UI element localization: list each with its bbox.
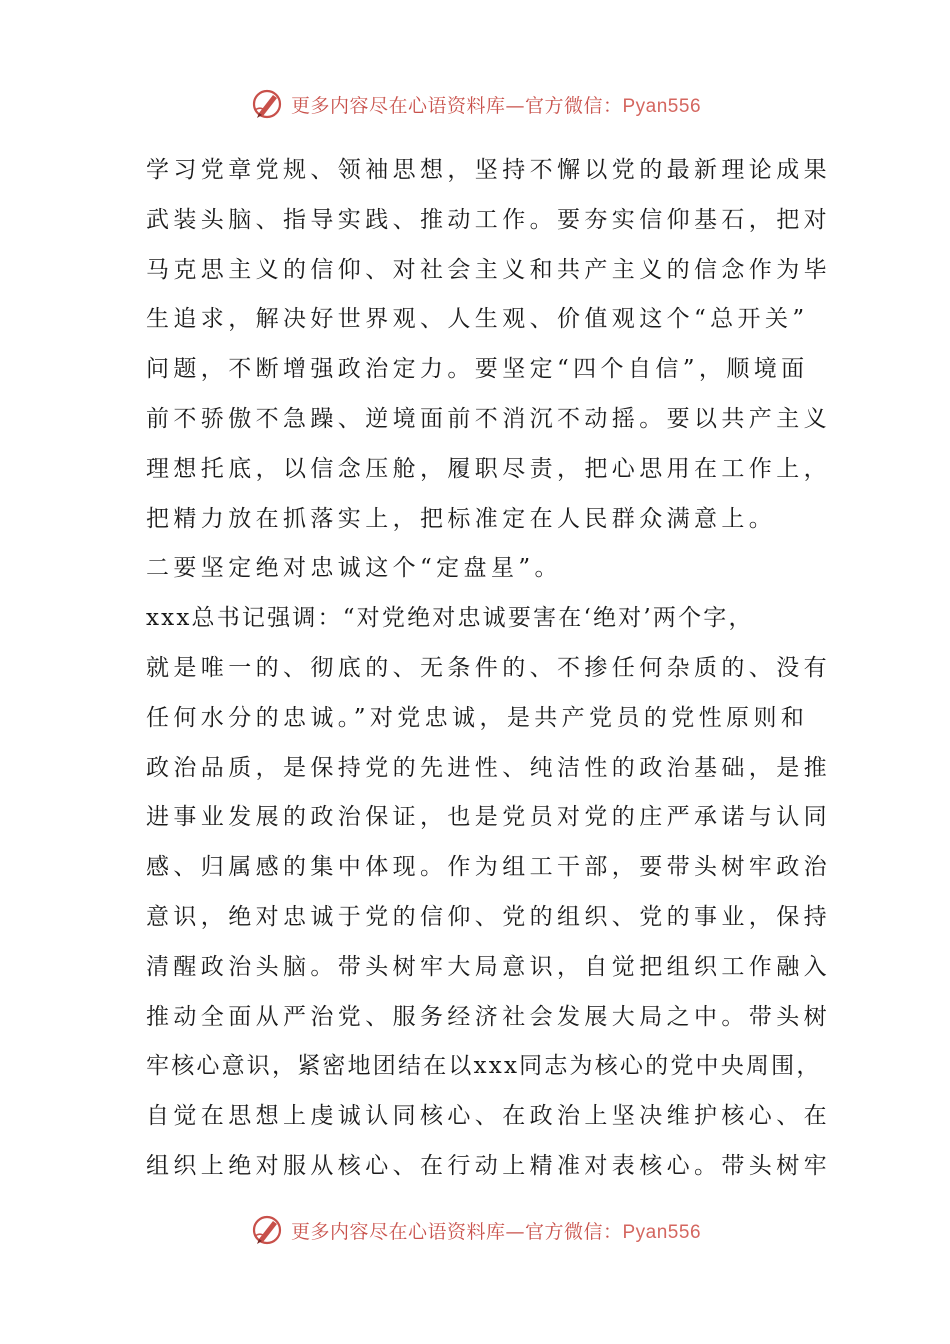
text-line: 马克思主义的信仰、对社会主义和共产主义的信念作为毕 <box>146 256 831 283</box>
text-line: 就是唯一的、彻底的、无条件的、不掺任何杂质的、没有 <box>146 654 831 681</box>
text-line: 问题，不断增强政治定力。要坚定“四个自信”，顺境面 <box>146 356 809 383</box>
footer-watermark <box>0 1210 950 1250</box>
text-line: 理想托底，以信念压舱，履职尽责，把心思用在工作上， <box>146 455 831 482</box>
text-line: 清醒政治头脑。带头树牢大局意识，自觉把组织工作融入 <box>146 953 831 980</box>
text-line: 前不骄傲不急躁、逆境面前不消沉不动摇。要以共产主义 <box>146 405 831 432</box>
watermark-text: 更多内容尽在心语资料库—官方微信：Pyan556 <box>290 1220 702 1243</box>
text-line: 学习党章党规、领袖思想，坚持不懈以党的最新理论成果 <box>146 157 831 183</box>
text-line: 意识，绝对忠诚于党的信仰、党的组织、党的事业，保持 <box>146 903 831 930</box>
section-heading: 二要坚定绝对忠诚这个“定盘星”。 <box>146 555 562 582</box>
text-line: 把精力放在抓落实上，把标准定在人民群众满意上。 <box>146 505 777 532</box>
wechat-handle: Pyan556 <box>622 1221 702 1243</box>
text-line: xxx总书记强调：“对党绝对忠诚要害在‘绝对’两个字， <box>146 605 754 632</box>
pen-logo-icon <box>249 1212 285 1248</box>
text-line: 牢核心意识，紧密地团结在以xxx同志为核心的党中央周围， <box>146 1053 822 1080</box>
header-watermark <box>0 84 950 124</box>
document-body <box>146 146 831 1192</box>
pen-logo-icon <box>249 86 285 122</box>
text-line: 任何水分的忠诚。”对党忠诚，是共产党员的党性原则和 <box>146 704 809 731</box>
text-line: 生追求，解决好世界观、人生观、价值观这个“总开关” <box>146 306 809 333</box>
text-line: 政治品质，是保持党的先进性、纯洁性的政治基础，是推 <box>146 754 831 781</box>
text-line: 进事业发展的政治保证，也是党员对党的庄严承诺与认同 <box>146 804 831 831</box>
wechat-handle: Pyan556 <box>622 95 702 117</box>
text-line: 武装头脑、指导实践、推动工作。要夯实信仰基石，把对 <box>146 206 831 233</box>
text-line: 组织上绝对服从核心、在行动上精准对表核心。带头树牢 <box>146 1152 831 1179</box>
text-line: 自觉在思想上虔诚认同核心、在政治上坚决维护核心、在 <box>146 1103 831 1130</box>
text-line: 感、归属感的集中体现。作为组工干部，要带头树牢政治 <box>146 854 831 881</box>
text-line: 推动全面从严治党、服务经济社会发展大局之中。带头树 <box>146 1003 831 1030</box>
watermark-text: 更多内容尽在心语资料库—官方微信：Pyan556 <box>290 94 702 117</box>
